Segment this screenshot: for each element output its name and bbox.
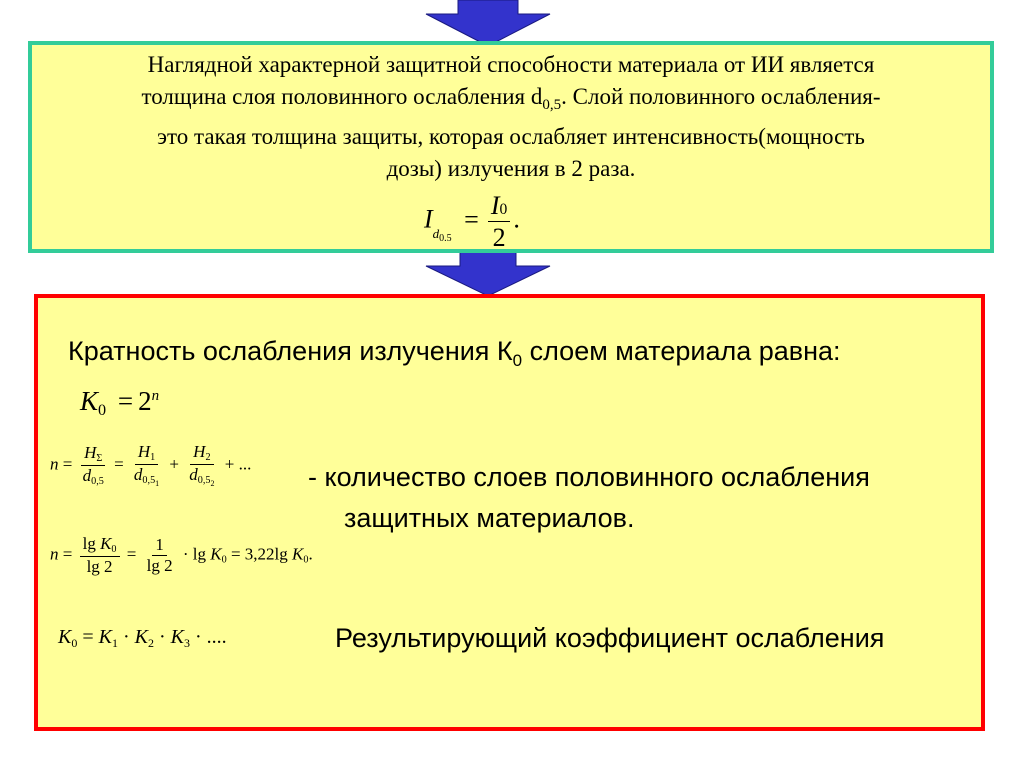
f1-den: d: [82, 465, 92, 485]
f3-den: d: [189, 465, 198, 485]
lg-equals-3: =: [230, 544, 241, 564]
n-sum-formula: [50, 442, 251, 489]
n-description-line-2: защитных материалов.: [344, 503, 635, 533]
n-fraction-2: [131, 442, 162, 489]
lg-k: K: [210, 544, 222, 564]
prod-k1: K: [98, 626, 112, 648]
attenuation-heading: [68, 336, 841, 371]
definition-line-1: Наглядной характерной защитной способности материала от ИИ является: [147, 52, 875, 77]
prod-lhs: K: [58, 626, 72, 648]
heading-subscript: 0: [512, 351, 523, 370]
lg-f1-num-sub: 0: [111, 544, 117, 555]
prod-dot-2: ·: [158, 626, 166, 648]
product-formula: [58, 626, 227, 651]
k0-formula: [80, 386, 159, 420]
definition-line-2-text: толщина слоя половинного ослабления d: [141, 83, 543, 109]
f1-num-sub: Σ: [96, 452, 103, 464]
formula-period: .: [513, 204, 520, 234]
down-arrow-icon-middle: [420, 252, 556, 298]
product-description: Результирующий коэффициент ослабления: [335, 623, 885, 653]
f2-num-sub: 1: [150, 452, 156, 463]
definition-box: [28, 41, 994, 253]
n-description-line-1: - количество слоев половинного ослабления: [308, 462, 870, 492]
n-tail: + ...: [224, 454, 252, 474]
fraction-numerator-sub: 0: [499, 201, 508, 218]
n-equals-2: =: [114, 454, 124, 474]
f2-num: H: [137, 442, 151, 461]
lg-equals: =: [62, 544, 73, 564]
lg-f1-num-k: K: [100, 534, 112, 553]
formula-lhs: I: [424, 204, 433, 234]
prod-k1-sub: 1: [111, 636, 118, 650]
lg-k2-sub: 0: [303, 554, 309, 566]
definition-line-4: дозы) излучения в 2 раза.: [386, 155, 636, 181]
k0-lhs: K: [80, 386, 99, 416]
f2-den: d: [133, 465, 143, 485]
d-subscript: 0,5: [542, 96, 562, 113]
definition-text: [32, 49, 990, 184]
k0-lhs-sub: 0: [98, 401, 107, 419]
lg-k2: K: [292, 544, 304, 564]
k0-equals: =: [117, 386, 134, 416]
lg-word-2: lg: [274, 544, 288, 564]
lg-fraction-2: [144, 535, 176, 577]
lg-dot: ·: [182, 544, 189, 564]
prod-k3-sub: 3: [184, 636, 190, 650]
prod-k2-sub: 2: [147, 636, 154, 650]
n-lhs: n: [50, 454, 59, 474]
n-equals: =: [62, 454, 73, 474]
lg-word: lg: [192, 544, 206, 564]
heading-text: Кратность ослабления излучения К: [68, 336, 513, 366]
heading-tail: слоем материала равна:: [522, 336, 841, 366]
f3-den-sub: 0,5: [197, 475, 211, 487]
attenuation-box: [34, 294, 985, 731]
f2-den-subsub: 1: [155, 479, 160, 489]
prod-lhs-sub: 0: [71, 636, 78, 650]
definition-line-2-tail: . Слой половинного ослабления-: [561, 83, 881, 109]
lg-equals-2: =: [126, 544, 137, 564]
prod-k2: K: [134, 626, 148, 648]
formula-lhs-sub: d: [432, 225, 440, 241]
half-value-formula: [424, 190, 520, 253]
lg-f1-den: lg 2: [86, 557, 113, 577]
prod-k3: K: [170, 626, 184, 648]
prod-dot-1: ·: [122, 626, 130, 648]
k0-exponent: n: [151, 388, 160, 404]
f2-den-sub: 0,5: [142, 475, 156, 487]
lg-formula: [50, 534, 313, 578]
formula-equals: =: [464, 204, 479, 234]
prod-tail: · ....: [195, 626, 227, 648]
f3-num-sub: 2: [205, 452, 211, 463]
lg-k-sub: 0: [221, 554, 227, 566]
definition-line-3: это такая толщина защиты, которая ослабляет интенсивность(мощность: [157, 124, 865, 149]
lg-f2-num: 1: [152, 535, 167, 556]
formula-lhs-subsub: 0.5: [439, 232, 452, 244]
f3-den-subsub: 2: [210, 479, 215, 489]
definition-line-2: [32, 81, 990, 122]
lg-f2-den: lg 2: [146, 556, 173, 576]
n-fraction-1: [80, 443, 107, 488]
n-fraction-3: [186, 442, 217, 489]
n-plus: +: [169, 454, 179, 474]
f1-den-sub: 0,5: [91, 475, 104, 487]
f3-num: H: [193, 442, 206, 461]
formula-fraction: [488, 190, 510, 253]
lg-f1-num-lg: lg: [82, 534, 96, 553]
prod-equals: =: [82, 626, 94, 648]
f1-num: H: [84, 442, 97, 462]
fraction-denominator: 2: [492, 223, 506, 253]
k0-base: 2: [138, 386, 152, 416]
lg-lhs: n: [50, 544, 59, 564]
lg-period: .: [308, 544, 313, 564]
fraction-numerator: I: [490, 191, 500, 220]
lg-fraction-1: [80, 534, 120, 578]
lg-coefficient: 3,22: [244, 544, 275, 564]
